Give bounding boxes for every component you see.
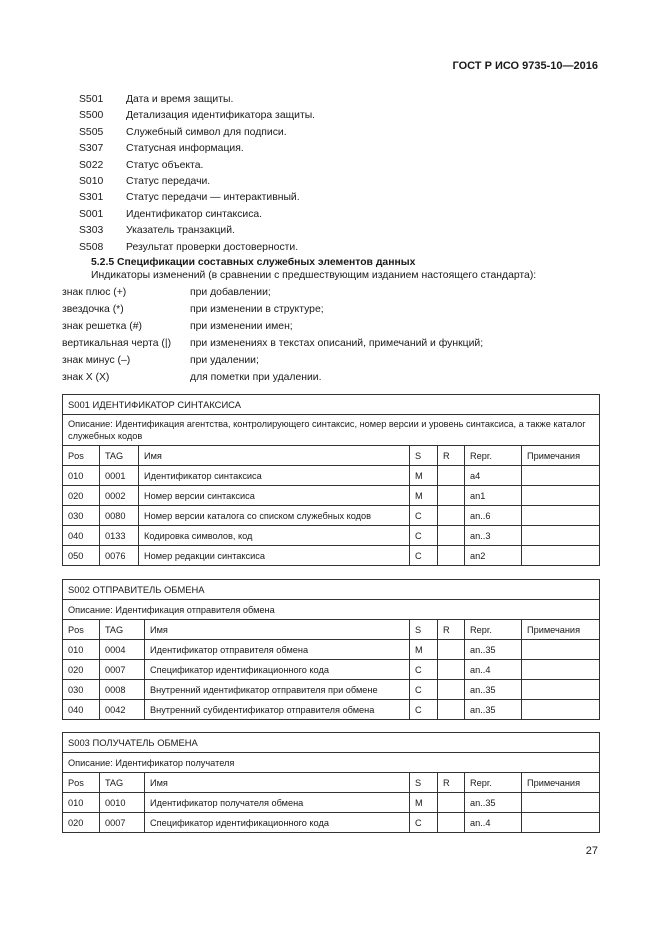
table-cell [522,700,600,720]
code-list-item [79,223,315,239]
table-cell: an..35 [465,793,522,813]
table-cell: 040 [63,700,100,720]
indicator-sign: вертикальная черта (|) [62,338,172,349]
table-cell: 0076 [100,546,139,566]
table-cell [438,466,465,486]
table-cell: 030 [63,680,100,700]
table-cell: 0007 [100,813,145,833]
table-description: Описание: Идентификация агентства, контролирующего синтаксис, номер версии и уровень синтаксиса, а также каталог служебных кодов [63,415,600,446]
table-cell: Спецификатор идентификационного кода [145,813,410,833]
table-cell [438,793,465,813]
code-description: Статус объекта. [126,159,204,171]
code-list-item [79,174,315,190]
table-cell: an..6 [465,506,522,526]
table-row [63,466,600,486]
table-cell: 0008 [100,680,145,700]
column-header: TAG [100,773,145,793]
table-title: S001 ИДЕНТИФИКАТОР СИНТАКСИСА [63,395,600,415]
code-description: Статус передачи — интерактивный. [126,192,300,204]
table-cell [438,680,465,700]
table-cell: M [410,466,438,486]
indicator-item [62,369,483,386]
table-header-row [63,773,600,793]
code: S001 [79,208,104,220]
table-cell: an..35 [465,680,522,700]
code-description: Результат проверки достоверности. [126,241,299,253]
table-cell: 010 [63,466,100,486]
section-heading: 5.2.5 Спецификации составных служебных элементов данных [91,257,416,268]
code-description: Статусная информация. [126,143,244,155]
table-cell: 050 [63,546,100,566]
code: S505 [79,126,104,138]
indicator-sign: знак решетка (#) [62,321,142,332]
table-cell: M [410,640,438,660]
column-header: Pos [63,620,100,640]
code-list-item [79,141,315,157]
table-cell: Спецификатор идентификационного кода [145,660,410,680]
code: S500 [79,110,104,122]
code-description: Служебный символ для подписи. [126,126,287,138]
table-cell: a4 [465,466,522,486]
table-cell: 0133 [100,526,139,546]
table-cell: Идентификатор отправителя обмена [145,640,410,660]
table-row [63,506,600,526]
column-header: S [410,773,438,793]
table-cell: 0001 [100,466,139,486]
table-cell [522,466,600,486]
indicator-item [62,335,483,352]
code-description: Идентификатор синтаксиса. [126,208,263,220]
code-list [79,92,315,256]
table-cell: C [410,700,438,720]
table-cell [522,660,600,680]
table-title: S003 ПОЛУЧАТЕЛЬ ОБМЕНА [63,733,600,753]
table-description-row [63,753,600,773]
code: S301 [79,192,104,204]
code: S303 [79,225,104,237]
indicator-meaning: при изменении имен; [190,321,293,332]
table-row [63,793,600,813]
table-cell: 020 [63,813,100,833]
table-cell [438,546,465,566]
column-header: S [410,446,438,466]
table-row [63,640,600,660]
code: S501 [79,94,104,105]
table-cell: 030 [63,506,100,526]
indicator-sign: знак плюс (+) [62,287,127,298]
table-row [63,680,600,700]
indicator-item [62,352,483,369]
column-header: Имя [139,446,410,466]
table-cell: 0042 [100,700,145,720]
code-list-item [79,92,315,108]
code: S508 [79,241,104,253]
column-header: Repr. [465,446,522,466]
indicator-list [62,284,483,386]
table-cell: an1 [465,486,522,506]
indicator-item [62,318,483,335]
indicator-item [62,284,483,301]
table-description-row [63,600,600,620]
table-cell: Внутренний идентификатор отправителя при обмене [145,680,410,700]
page-number: 27 [585,845,598,857]
table-cell: 0002 [100,486,139,506]
table-cell [522,640,600,660]
table-cell: Идентификатор синтаксиса [139,466,410,486]
table-cell: an..3 [465,526,522,546]
table-cell: 020 [63,486,100,506]
table-title-row [63,395,600,415]
table-cell [522,680,600,700]
indicator-sign: знак X (X) [62,372,110,383]
code: S010 [79,175,104,187]
code-list-item [79,108,315,124]
table-cell: 010 [63,793,100,813]
table-cell: 0080 [100,506,139,526]
table-title: S002 ОТПРАВИТЕЛЬ ОБМЕНА [63,580,600,600]
code-description: Дата и время защиты. [126,94,234,105]
table-description-row [63,415,600,446]
table-cell: Номер версии каталога со списком служебных кодов [139,506,410,526]
column-header: R [438,446,465,466]
table-cell [438,640,465,660]
table-row [63,660,600,680]
table-cell: Идентификатор получателя обмена [145,793,410,813]
code-description: Детализация идентификатора защиты. [126,110,316,122]
table-cell: Номер редакции синтаксиса [139,546,410,566]
code-description: Статус передачи. [126,175,211,187]
table-cell: 040 [63,526,100,546]
column-header: Repr. [465,773,522,793]
indicator-meaning: при изменении в структуре; [190,304,324,315]
table-row [63,526,600,546]
column-header: Примечания [522,620,600,640]
table-cell [522,813,600,833]
indicators-intro: Индикаторы изменений (в сравнении с предшествующим изданием настоящего стандарта): [91,270,537,281]
table-cell: Внутренний субидентификатор отправителя обмена [145,700,410,720]
table-cell [438,526,465,546]
table-cell: Номер версии синтаксиса [139,486,410,506]
document-header: ГОСТ Р ИСО 9735-10—2016 [452,60,598,72]
column-header: TAG [100,620,145,640]
table-description: Описание: Идентификация отправителя обмена [63,600,600,620]
table-cell: C [410,506,438,526]
table-cell [522,506,600,526]
segment-table-s003 [62,732,600,833]
code-list-item [79,240,315,256]
table-cell [522,526,600,546]
table-cell: an..4 [465,660,522,680]
indicator-meaning: при удалении; [190,355,259,366]
segment-table-s002 [62,579,600,720]
table-cell: Кодировка символов, код [139,526,410,546]
table-cell: an..35 [465,700,522,720]
column-header: Pos [63,446,100,466]
table-cell: an..4 [465,813,522,833]
indicator-sign: звездочка (*) [62,304,124,315]
table-cell: C [410,813,438,833]
indicator-meaning: при добавлении; [190,287,271,298]
table-cell: an..35 [465,640,522,660]
table-cell [522,486,600,506]
table-cell [438,813,465,833]
table-cell [522,793,600,813]
column-header: S [410,620,438,640]
table-title-row [63,733,600,753]
indicator-item [62,301,483,318]
table-cell: 0010 [100,793,145,813]
table-cell [522,546,600,566]
table-header-row [63,620,600,640]
column-header: TAG [100,446,139,466]
code-description: Указатель транзакций. [126,225,235,237]
code-list-item [79,125,315,141]
column-header: Pos [63,773,100,793]
table-cell: 0004 [100,640,145,660]
table-cell: M [410,486,438,506]
table-cell: C [410,660,438,680]
table-cell [438,506,465,526]
table-header-row [63,446,600,466]
column-header: Примечания [522,773,600,793]
table-title-row [63,580,600,600]
column-header: Repr. [465,620,522,640]
table-cell [438,486,465,506]
table-cell: 0007 [100,660,145,680]
column-header: Примечания [522,446,600,466]
table-cell: M [410,793,438,813]
code-list-item [79,207,315,223]
table-cell: 020 [63,660,100,680]
table-row [63,700,600,720]
code: S022 [79,159,104,171]
indicator-meaning: при изменениях в текстах описаний, примечаний и функций; [190,338,484,349]
table-cell [438,700,465,720]
column-header: Имя [145,773,410,793]
table-cell: 010 [63,640,100,660]
table-description: Описание: Идентификатор получателя [63,753,600,773]
code-list-item [79,158,315,174]
table-row [63,813,600,833]
indicator-meaning: для пометки при удалении. [190,372,322,383]
column-header: Имя [145,620,410,640]
code-list-item [79,190,315,206]
table-cell: C [410,526,438,546]
indicator-sign: знак минус (–) [62,355,131,366]
table-cell: an2 [465,546,522,566]
table-cell: C [410,680,438,700]
table-row [63,546,600,566]
table-cell: C [410,546,438,566]
code: S307 [79,143,104,155]
table-row [63,486,600,506]
segment-table-s001 [62,394,600,566]
column-header: R [438,620,465,640]
table-cell [438,660,465,680]
column-header: R [438,773,465,793]
